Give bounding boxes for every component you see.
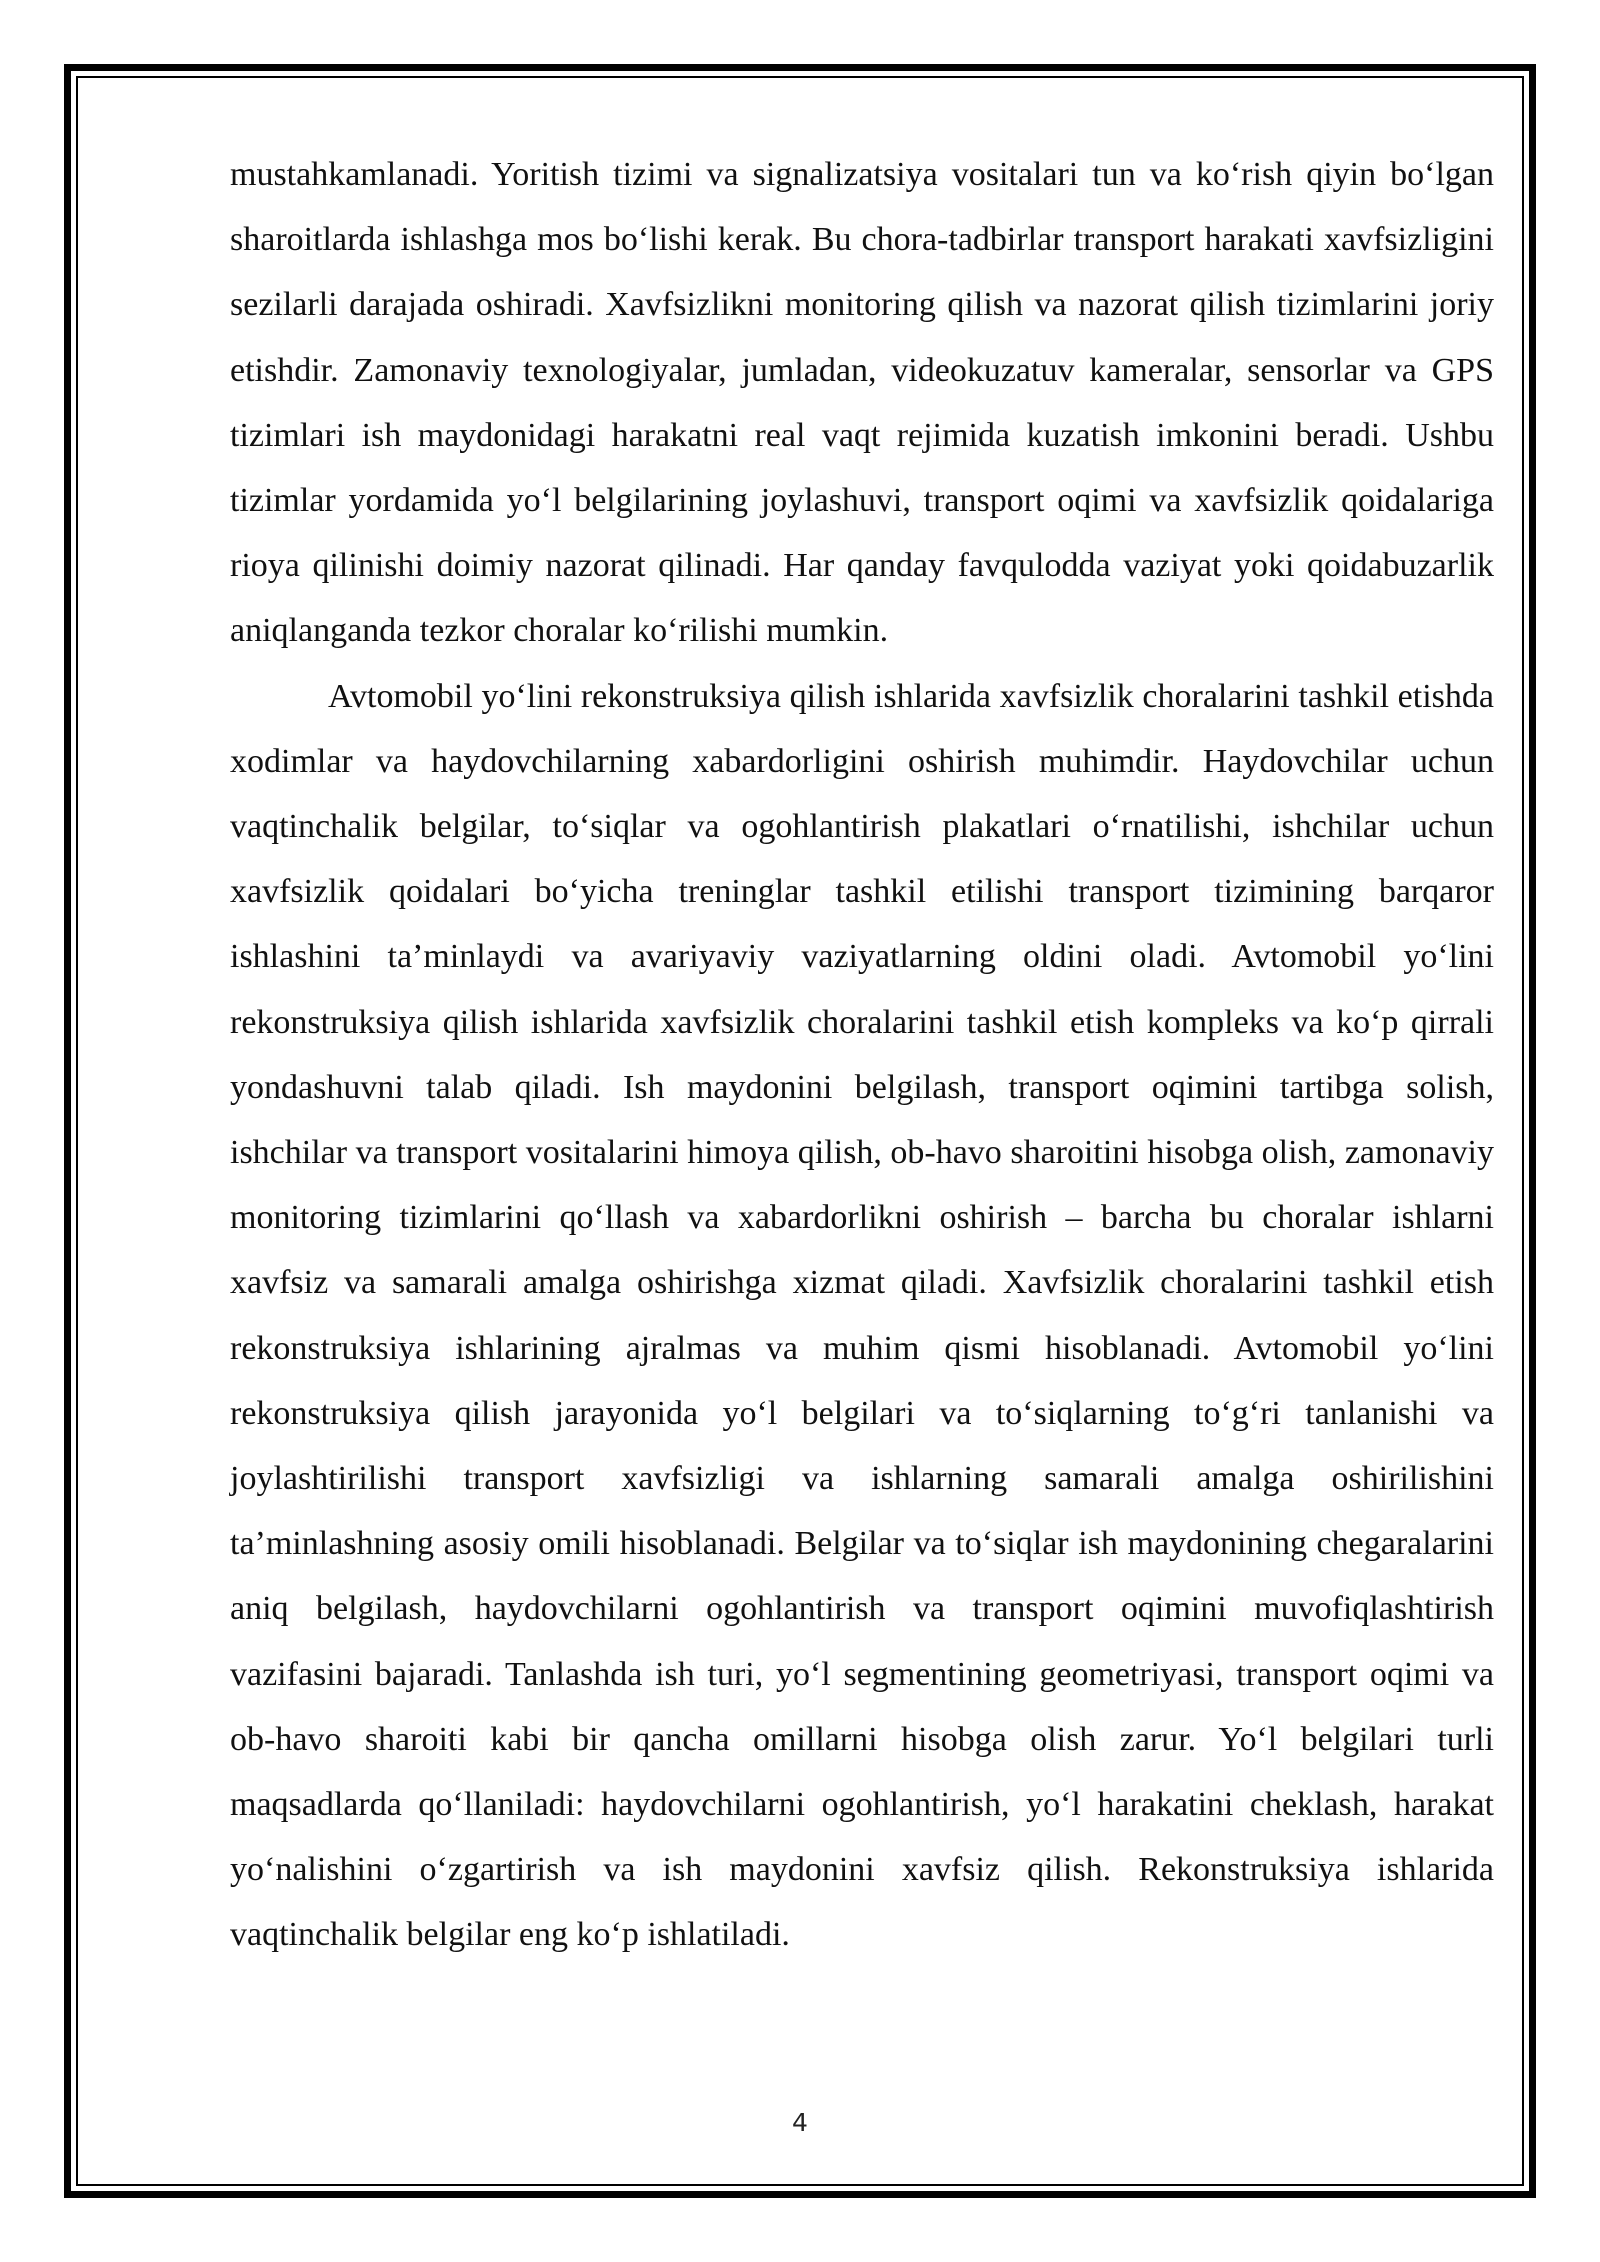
document-body xyxy=(230,142,1494,1968)
paragraph-safety-measures: Avtomobil yoʻlini rekonstruksiya qilish ishlarida xavfsizlik choralarini tashkil etishda xodimlar va haydovchilarning xabardorligini oshirish muhimdir. Haydovchilar uchun vaqtinchalik belgilar, toʻsiqlar va ogohlantirish plakatlari oʻrnatilishi, ishchilar uchun xavfsizlik qoidalari boʻyicha treninglar tashkil etilishi transport tizimining barqaror ishlashini ta’minlaydi va avariyaviy vaziyatlarning oldini oladi. Avtomobil yoʻlini rekonstruksiya qilish ishlarida xavfsizlik choralarini tashkil etish kompleks va koʻp qirrali yondashuvni talab qiladi. Ish maydonini belgilash, transport oqimini tartibga solish, ishchilar va transport vositalarini himoya qilish, ob-havo sharoitini hisobga olish, zamonaviy monitoring tizimlarini qoʻllash va xabardorlikni oshirish – barcha bu choralar ishlarni xavfsiz va samarali amalga oshirishga xizmat qiladi. Xavfsizlik choralarini tashkil etish rekonstruksiya ishlarining ajralmas va muhim qismi hisoblanadi. Avtomobil yoʻlini rekonstruksiya qilish jarayonida yoʻl belgilari va toʻsiqlarning toʻgʻri tanlanishi va joylashtirilishi transport xavfsizligi va ishlarning samarali amalga oshirilishini ta’minlashning asosiy omili hisoblanadi. Belgilar va toʻsiqlar ish maydonining chegaralarini aniq belgilash, haydovchilarni ogohlantirish va transport oqimini muvofiqlashtirish vazifasini bajaradi. Tanlashda ish turi, yoʻl segmentining geometriyasi, transport oqimi va ob-havo sharoiti kabi bir qancha omillarni hisobga olish zarur. Yoʻl belgilari turli maqsadlarda qoʻllaniladi: haydovchilarni ogohlantirish, yoʻl harakatini cheklash, harakat yoʻnalishini oʻzgartirish va ish maydonini xavfsiz qilish. Rekonstruksiya ishlarida vaqtinchalik belgilar eng koʻp ishlatiladi. xyxy=(230,677,1494,1954)
page-number: 4 xyxy=(792,2108,808,2137)
paragraph-continuation: mustahkamlanadi. Yoritish tizimi va signalizatsiya vositalari tun va koʻrish qiyin boʻlgan sharoitlarda ishlashga mos boʻlishi kerak. Bu chora-tadbirlar transport harakati xavfsizligini sezilarli darajada oshiradi. Xavfsizlikni monitoring qilish va nazorat qilish tizimlarini joriy etishdir. Zamonaviy texnologiyalar, jumladan, videokuzatuv kameralar, sensorlar va GPS tizimlari ish maydonidagi harakatni real vaqt rejimida kuzatish imkonini beradi. Ushbu tizimlar yordamida yoʻl belgilarining joylashuvi, transport oqimi va xavfsizlik qoidalariga rioya qilinishi doimiy nazorat qilinadi. Har qanday favqulodda vaziyat yoki qoidabuzarlik aniqlanganda tezkor choralar koʻrilishi mumkin. xyxy=(230,156,1494,650)
